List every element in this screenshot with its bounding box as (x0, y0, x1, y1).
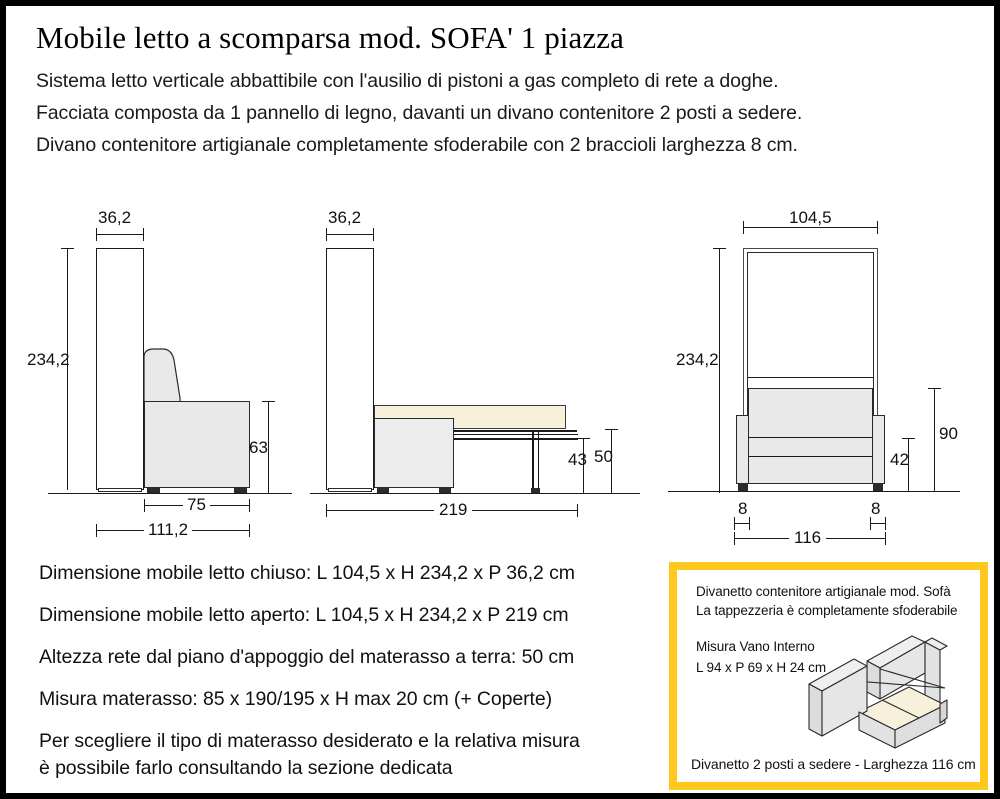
sofa-block-open (374, 418, 454, 488)
spec-item: Dimensione mobile letto aperto: L 104,5 x H 234,2 x P 219 cm (39, 604, 569, 626)
drawing-front (668, 202, 988, 547)
info-line-model: Divanetto contenitore artigianale mod. Sofà (696, 584, 951, 599)
sofa-armrest-left (736, 415, 749, 484)
spec-item: Altezza rete dal piano d'appoggio del materasso a terra: 50 cm (39, 646, 575, 668)
spec-item: Dimensione mobile letto chiuso: L 104,5 x H 234,2 x P 36,2 cm (39, 562, 575, 584)
info-line-footer: Divanetto 2 posti a sedere - Larghezza 116 cm (691, 756, 976, 772)
info-box-storage-sofa (669, 562, 988, 790)
info-line-interior-label: Misura Vano Interno (696, 639, 815, 654)
panel-foot (98, 488, 142, 492)
sofa-profile-svg (40, 202, 300, 542)
storage-sofa-isometric-illustration (797, 626, 987, 756)
dim-label-front-width: 104,5 (784, 208, 837, 228)
sofa-front-foot-right (873, 484, 883, 491)
spec-item: Per scegliere il tipo di materasso desiderato e la relativa misura (39, 730, 580, 752)
sofa-armrest-right (872, 415, 885, 484)
sofa-seat-block (144, 401, 250, 488)
dim-label-bed-height: 43 (568, 450, 587, 469)
dim-label-arm-left: 8 (738, 499, 748, 518)
dim-label-sofa-width: 116 (789, 528, 826, 548)
dim-label-arm-right: 8 (871, 499, 881, 518)
dim-label-total-depth-open: 219 (434, 500, 472, 520)
ground-line (48, 493, 292, 494)
ground-line-open (310, 493, 640, 494)
info-line-interior-dims: L 94 x P 69 x H 24 cm (696, 660, 826, 675)
header (36, 20, 966, 157)
info-line-upholstery: La tappezzeria è completamente sfoderabile (696, 603, 958, 618)
header-subtitle-1: Sistema letto verticale abbattibile con l'ausilio di pistoni a gas completo di rete a doghe. (36, 70, 779, 92)
dim-label-sofa-depth: 75 (183, 495, 210, 515)
wall-panel-open (326, 248, 374, 490)
panel-foot-open (328, 488, 372, 492)
dim-label-depth-panel: 36,2 (98, 208, 132, 227)
dim-label-seat-height: 63 (249, 438, 268, 457)
dim-label-front-height: 234,2 (676, 350, 719, 369)
wall-panel (96, 248, 144, 490)
sofa-front-foot-left (738, 484, 748, 491)
dim-label-height: 234,2 (27, 350, 70, 369)
dim-label-net-height: 50 (594, 447, 613, 466)
drawing-side-closed (27, 202, 300, 542)
specifications-list (39, 562, 659, 799)
header-subtitle-3: Divano contenitore artigianale completamente sfoderabile con 2 braccioli larghezza 8 cm. (36, 134, 798, 156)
ground-line-front (668, 491, 960, 492)
sofa-backrest-front (748, 388, 873, 484)
dim-label-front-seat-height: 42 (890, 450, 909, 469)
drawing-side-open (306, 202, 646, 542)
spec-item: è possibile farlo consultando la sezione dedicata (39, 757, 453, 779)
dim-label-depth-panel-open: 36,2 (328, 208, 362, 227)
header-subtitle-2: Facciata composta da 1 pannello di legno, davanti un divano contenitore 2 posti a sedere. (36, 102, 803, 124)
page-title: Mobile letto a scomparsa mod. SOFA' 1 piazza (36, 20, 624, 55)
technical-drawings (6, 202, 994, 547)
dim-label-total-depth: 111,2 (144, 520, 192, 540)
spec-item: Misura materasso: 85 x 190/195 x H max 20 cm (+ Coperte) (39, 688, 552, 710)
dim-label-back-height: 90 (939, 424, 958, 443)
